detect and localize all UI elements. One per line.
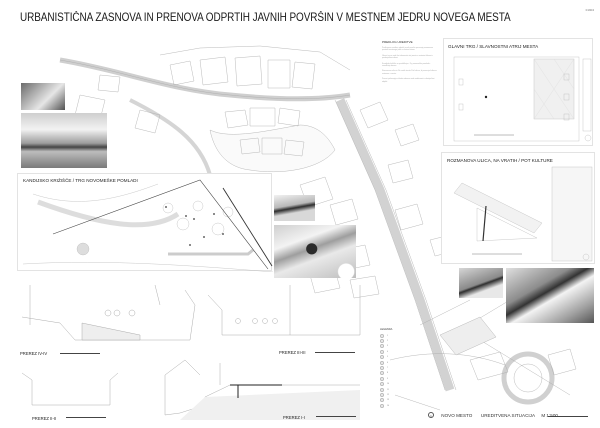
scale-bar	[315, 349, 355, 353]
intro-text	[382, 40, 438, 86]
legend-symbol-icon	[380, 339, 384, 343]
panel-title: ROZMANOVA ULICA, NA VRATIH / POT KULTURE	[447, 158, 553, 163]
legend-item: 2	[380, 338, 455, 343]
legend-item: 3	[380, 344, 455, 349]
render-photo-square	[274, 195, 315, 221]
scale-bar	[66, 414, 106, 418]
intro-paragraph: Rozmanova ulica in Na vratih tvorita Pot kulture, ki povezuje kulturne ustanove v mestu.	[382, 70, 437, 75]
legend-symbol-icon	[380, 371, 384, 375]
panel-title: GLAVNI TRG / SLAVNOSTNI ATRIJ MESTA	[448, 44, 539, 49]
section-drawings	[0, 285, 380, 425]
legend-symbol-icon	[380, 393, 384, 397]
legend-symbol-icon	[380, 366, 384, 370]
panel-glavni-trg	[443, 38, 593, 146]
poster-code: 01904	[585, 8, 594, 12]
legend-symbol-icon	[380, 398, 384, 402]
footer-sheet: UREDITVENA SITUACIJA	[480, 413, 535, 418]
section-label: PREREZ II-II	[32, 416, 57, 421]
intro-paragraph: Predlagana ureditev odprtih javnih površin povezuje posamezne prostore mestnega jedra v enoten sistem.	[382, 47, 434, 52]
scale-bar	[60, 350, 100, 354]
panel-rozmanova	[441, 152, 595, 264]
legend-symbol-icon	[380, 361, 384, 365]
rozmanova-plan	[442, 153, 596, 265]
intro-paragraph: Prerezi prikazujejo višinske odnose med ureditvami in obstoječimi objekti.	[382, 78, 435, 83]
legend-item: 5	[380, 355, 455, 360]
section-label: PREREZ IV-IV	[20, 351, 48, 356]
render-photo-culture-2	[506, 268, 594, 323]
panel-title: KANDIJSKO KRIŽIŠČE / TRG NOVOMEŠKE POMLADI	[23, 178, 138, 183]
legend-item: 13	[380, 398, 455, 403]
section-label: PREREZ I-I	[283, 415, 305, 420]
legend-item: 8	[380, 371, 455, 376]
footer-scale-bar	[548, 413, 588, 417]
intro-heading: PREDLOG UREDITVE	[382, 40, 413, 44]
panel-kandijsko	[17, 173, 272, 271]
kandijsko-plan	[18, 174, 273, 272]
legend-item: 1	[380, 333, 455, 338]
legend-item: 12	[380, 392, 455, 397]
glavni-trg-plan	[444, 39, 594, 147]
legend-symbol-icon	[380, 344, 384, 348]
section-label: PREREZ III-III	[279, 350, 306, 355]
render-photo-aerial	[21, 113, 107, 168]
sheet-number-badge: 1	[428, 412, 434, 418]
sheet-footer	[428, 412, 558, 418]
render-photo-small	[21, 83, 65, 110]
scale-bar	[316, 413, 356, 417]
intro-paragraph: Kandijsko križišče se preoblikuje v Trg novomeške pomladi z zasaditvijo dreves.	[382, 62, 431, 68]
footer-place: NOVO MESTO	[441, 413, 473, 418]
footer-scale: M 1:500	[541, 413, 558, 418]
legend-item: 9	[380, 376, 455, 381]
legend-symbol-icon	[380, 388, 384, 392]
legend-item: 6	[380, 360, 455, 365]
legend-symbol-icon	[380, 350, 384, 354]
legend-symbol-icon	[380, 404, 384, 408]
intro-paragraph: Glavni trg se uredi kot slavnostni atrij mesta z enotnim tlakom in poudarjenimi robovi.	[382, 54, 433, 60]
legend-symbol-icon	[380, 382, 384, 386]
poster-title: URBANISTIČNA ZASNOVA IN PRENOVA ODPRTIH JAVNIH POVRŠIN V MESTNEM JEDRU NOVEGA MESTA	[20, 11, 511, 24]
legend	[380, 328, 455, 408]
legend-heading: LEGENDA	[380, 328, 393, 331]
legend-item: 7	[380, 365, 455, 370]
legend-symbol-icon	[380, 334, 384, 338]
legend-item: 4	[380, 349, 455, 354]
legend-item: 10	[380, 382, 455, 387]
legend-item: 14	[380, 403, 455, 408]
legend-item: 11	[380, 387, 455, 392]
legend-symbol-icon	[380, 355, 384, 359]
legend-symbol-icon	[380, 377, 384, 381]
render-photo-culture-1	[459, 268, 503, 298]
render-photo-plan-model	[274, 225, 356, 278]
